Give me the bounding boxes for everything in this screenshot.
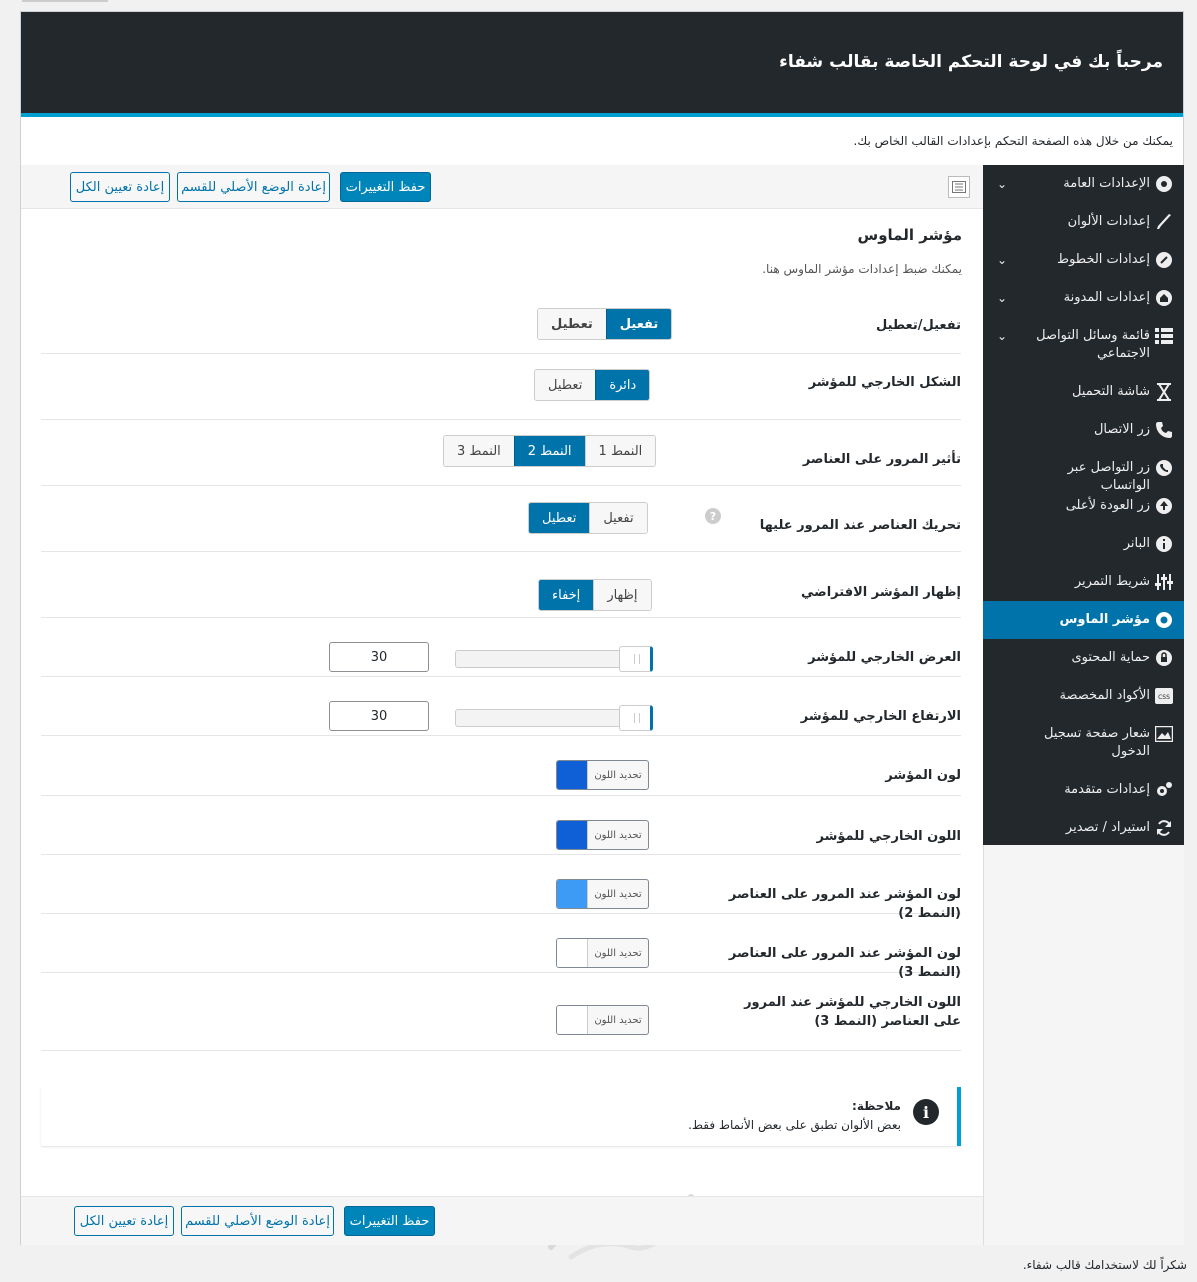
show-default-option-hide[interactable]: إخفاء <box>539 580 593 610</box>
sidebar-item-scrollbar[interactable] <box>983 563 1184 601</box>
sidebar-item-protection[interactable] <box>983 639 1184 677</box>
outer-height-slider[interactable] <box>455 709 653 727</box>
field-outer-height-row <box>41 677 961 736</box>
help-icon[interactable]: ? <box>705 508 721 524</box>
css-icon <box>1154 686 1174 706</box>
sidebar-item-label: البانر <box>1123 536 1150 551</box>
info-icon <box>1154 534 1174 554</box>
refresh-icon <box>1154 818 1174 838</box>
outer-shape-option-circle[interactable]: دائرة <box>595 370 649 400</box>
sidebar-item-label: زر الاتصال <box>1093 422 1150 437</box>
reset-section-button[interactable]: إعادة الوضع الأصلي للقسم <box>181 1206 334 1236</box>
slider-handle[interactable] <box>619 646 653 672</box>
field-hover-color-3-row <box>41 914 961 980</box>
chevron-down-icon: ⌄ <box>996 177 1007 191</box>
top-stub <box>22 0 108 2</box>
sidebar-item-login-logo[interactable] <box>983 715 1184 771</box>
color-swatch <box>557 1006 588 1034</box>
color-swatch <box>557 761 588 789</box>
layout-toggle-icon[interactable] <box>948 176 970 198</box>
note-box <box>41 1087 961 1146</box>
panel-subtitle: يمكنك من خلال هذه الصفحة التحكم بإعدادات القالب الخاص بك. <box>853 134 1173 148</box>
field-cursor-color-row <box>41 736 961 796</box>
outer-color-picker[interactable] <box>556 820 649 850</box>
field-label: تحريك العناصر عند المرور عليها <box>759 518 961 533</box>
arrow-up-circle-icon <box>1154 496 1174 516</box>
list-icon <box>1154 326 1174 346</box>
chevron-down-icon: ⌄ <box>996 329 1007 343</box>
field-label: العرض الخارجي للمؤشر <box>808 650 961 665</box>
sidebar-item-import-export[interactable] <box>983 809 1184 845</box>
color-swatch <box>557 880 588 908</box>
show-default-toggle <box>538 579 652 611</box>
top-toolbar <box>21 165 983 209</box>
cursor-circle-icon <box>1154 610 1174 630</box>
gears-icon <box>1154 780 1174 800</box>
field-hover-outer-color-3-row <box>41 973 961 1051</box>
sidebar-item-label: مؤشر الماوس <box>1059 612 1150 627</box>
footer-text: شكراً لك لاستخدامك قالب شفاء. <box>1022 1258 1187 1272</box>
panel-header <box>21 12 1183 117</box>
slider-handle[interactable] <box>619 705 653 731</box>
field-label: لون المؤشر عند المرور على العناصر (النمط 2) <box>728 887 961 921</box>
color-picker-label: تحديد اللون <box>594 947 642 959</box>
field-label: الارتفاع الخارجي للمؤشر <box>800 709 961 724</box>
sidebar-item-label: شاشة التحميل <box>1071 384 1150 399</box>
field-enable-row <box>41 297 961 354</box>
outer-shape-toggle <box>534 369 650 401</box>
color-picker-label: تحديد اللون <box>594 888 642 900</box>
enable-toggle <box>537 308 672 340</box>
sidebar-item-advanced[interactable] <box>983 771 1184 809</box>
sidebar-item-preloader[interactable] <box>983 373 1184 411</box>
sidebar-item-mouse-cursor[interactable] <box>983 601 1184 639</box>
sidebar-item-label: إعدادات الخطوط <box>1057 252 1150 267</box>
section-title: مؤشر الماوس <box>857 226 962 244</box>
sidebar-item-banner[interactable] <box>983 525 1184 563</box>
hover-color-2-picker[interactable] <box>556 879 649 909</box>
sidebar-item-label: الأكواد المخصصة <box>1059 688 1150 703</box>
sidebar-item-label: قائمة وسائل التواصل الاجتماعي <box>1036 328 1150 361</box>
outer-shape-option-off[interactable]: تعطيل <box>535 370 595 400</box>
hourglass-icon <box>1154 382 1174 402</box>
color-picker-label: تحديد اللون <box>594 1014 642 1026</box>
field-label: اللون الخارجي للمؤشر عند المرور على العناصر (النمط 3) <box>744 995 961 1029</box>
outer-width-input[interactable]: 30 <box>329 642 429 672</box>
enable-option-off[interactable]: تعطيل <box>538 309 606 339</box>
sidebar-item-call[interactable] <box>983 411 1184 449</box>
sidebar-item-custom-code[interactable] <box>983 677 1184 715</box>
cursor-color-picker[interactable] <box>556 760 649 790</box>
hover-color-3-picker[interactable] <box>556 938 649 968</box>
color-swatch <box>557 821 588 849</box>
note-title: ملاحظة: <box>852 1099 901 1113</box>
field-outer-color-row <box>41 796 961 855</box>
home-icon <box>1154 288 1174 308</box>
sidebar-item-label: حماية المحتوى <box>1071 650 1150 665</box>
reset-section-button[interactable]: إعادة الوضع الأصلي للقسم <box>177 172 330 202</box>
phone-icon <box>1154 420 1174 440</box>
note-text: بعض الألوان تطبق على بعض الأنماط فقط. <box>688 1118 901 1132</box>
sidebar-item-label: زر التواصل عبر الواتساب <box>1067 460 1150 493</box>
outer-height-input[interactable]: 30 <box>329 701 429 731</box>
color-picker-label: تحديد اللون <box>594 769 642 781</box>
sidebar-item-blog[interactable] <box>983 279 1184 317</box>
lock-icon <box>1154 648 1174 668</box>
sidebar-item-label: شريط التمرير <box>1074 574 1150 589</box>
field-label: لون المؤشر <box>885 768 961 783</box>
field-outer-width-row <box>41 618 961 677</box>
field-label: اللون الخارجي للمؤشر <box>816 829 961 844</box>
sidebar <box>983 165 1184 845</box>
field-label: الشكل الخارجي للمؤشر <box>808 375 961 390</box>
theme-panel <box>20 11 1184 1245</box>
field-show-default-row <box>41 552 961 618</box>
hover-effect-option-1[interactable]: النمط 1 <box>585 436 656 466</box>
reset-all-button[interactable]: إعادة تعيين الكل <box>70 172 170 202</box>
outer-width-slider[interactable] <box>455 650 653 668</box>
sliders-icon <box>1154 572 1174 592</box>
color-picker-label: تحديد اللون <box>594 829 642 841</box>
hover-effect-option-2[interactable]: النمط 2 <box>514 436 585 466</box>
bottom-toolbar <box>21 1196 983 1245</box>
color-swatch <box>557 939 588 967</box>
sidebar-item-label: استيراد / تصدير <box>1065 820 1150 835</box>
field-hover-color-2-row <box>41 855 961 921</box>
field-label: تأثير المرور على العناصر <box>802 452 961 467</box>
sidebar-item-whatsapp[interactable] <box>983 449 1184 493</box>
sidebar-filler <box>983 845 1184 1245</box>
sidebar-item-label: إعدادات المدونة <box>1063 290 1150 305</box>
move-on-hover-option-off[interactable]: تعطيل <box>529 503 589 533</box>
sidebar-item-label: إعدادات الألوان <box>1067 214 1150 229</box>
section-description: يمكنك ضبط إعدادات مؤشر الماوس هنا. <box>762 262 962 276</box>
save-button[interactable]: حفظ التغييرات <box>340 172 431 202</box>
enable-option-on[interactable]: تفعيل <box>606 309 672 339</box>
hover-effect-toggle <box>443 435 656 467</box>
field-label: تفعيل/تعطيل <box>875 318 961 333</box>
whatsapp-icon <box>1154 458 1174 478</box>
reset-all-button[interactable]: إعادة تعيين الكل <box>74 1206 174 1236</box>
svg-text:CSS: CSS <box>1158 694 1170 701</box>
move-on-hover-toggle <box>528 502 648 534</box>
sidebar-item-social[interactable] <box>983 317 1184 373</box>
hover-effect-option-3[interactable]: النمط 3 <box>444 436 514 466</box>
save-button[interactable]: حفظ التغييرات <box>344 1206 435 1236</box>
brush-icon <box>1154 212 1174 232</box>
sidebar-item-colors[interactable] <box>983 203 1184 241</box>
sidebar-item-label: إعدادات متقدمة <box>1064 782 1150 797</box>
font-icon <box>1154 250 1174 270</box>
field-hover-effect-row <box>41 420 961 486</box>
info-icon: i <box>913 1099 939 1125</box>
panel-title: مرحباً بك في لوحة التحكم الخاصة بقالب شفاء <box>779 52 1163 72</box>
sidebar-item-back-to-top[interactable] <box>983 487 1184 525</box>
sidebar-item-label: زر العودة لأعلى <box>1065 498 1150 513</box>
field-label: إظهار المؤشر الافتراضي <box>801 585 961 600</box>
chevron-down-icon: ⌄ <box>996 253 1007 267</box>
chevron-down-icon: ⌄ <box>996 291 1007 305</box>
show-default-option-show[interactable]: إظهار <box>593 580 650 610</box>
gear-icon <box>1154 174 1174 194</box>
sidebar-item-label: شعار صفحة تسجيل الدخول <box>1043 726 1150 759</box>
sidebar-item-label: الإعدادات العامة <box>1063 176 1150 191</box>
move-on-hover-option-on[interactable]: تفعيل <box>589 503 646 533</box>
field-label: لون المؤشر عند المرور على العناصر (النمط 3) <box>728 946 961 980</box>
hover-outer-color-3-picker[interactable] <box>556 1005 649 1035</box>
image-icon <box>1154 724 1174 744</box>
field-move-on-hover-row <box>41 486 961 552</box>
sidebar-item-general[interactable] <box>983 165 1184 203</box>
field-outer-shape-row <box>41 354 961 420</box>
sidebar-item-fonts[interactable] <box>983 241 1184 279</box>
